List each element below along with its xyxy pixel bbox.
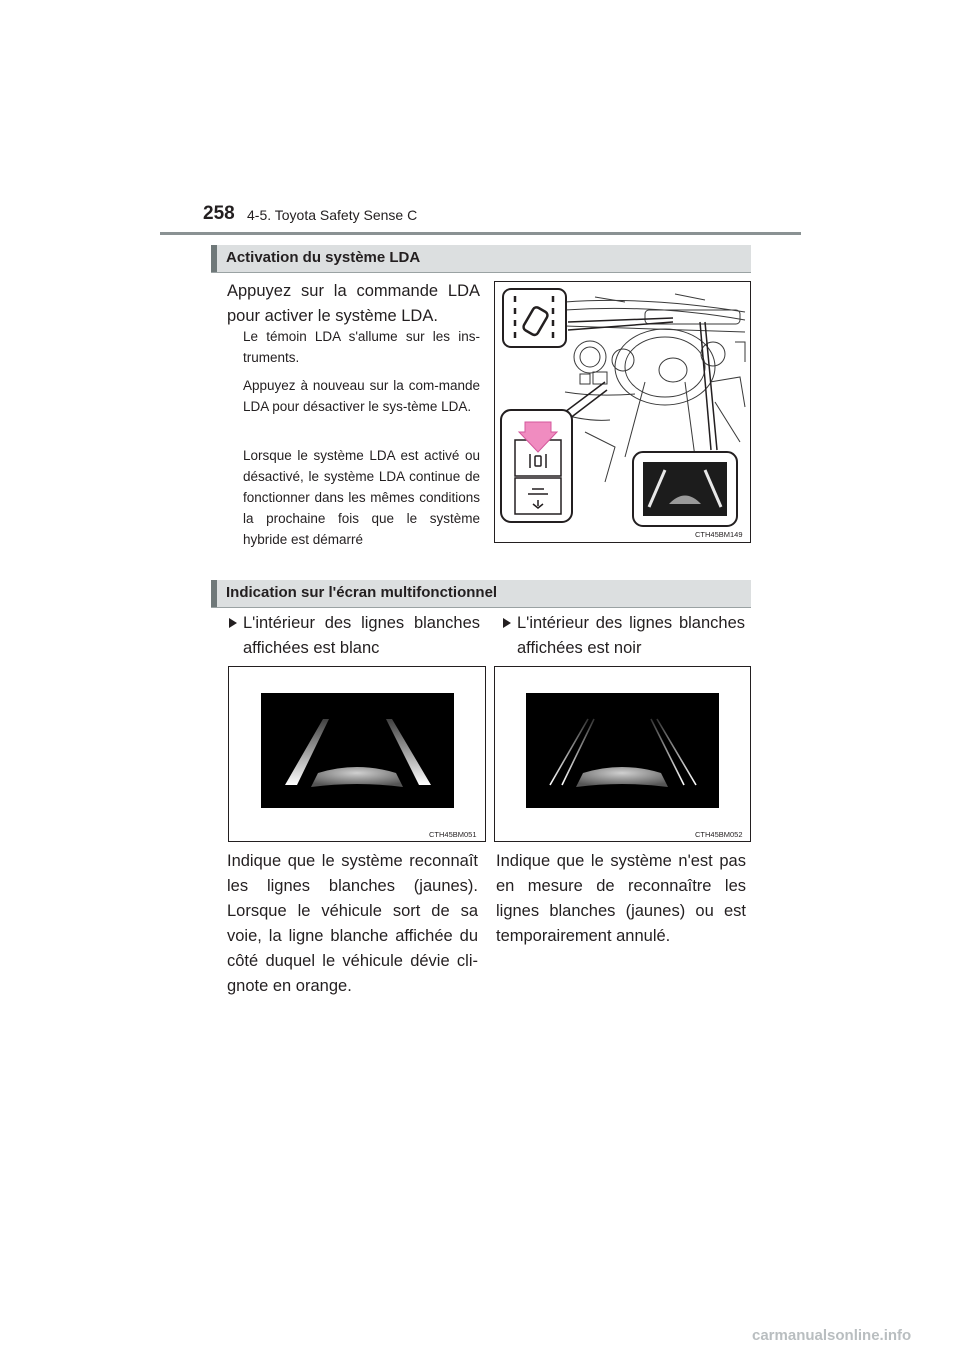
- note-1: Le témoin LDA s'allume sur les ins-truments.: [243, 329, 480, 365]
- display-black-lines-figure: [494, 666, 751, 842]
- section-marker: [211, 245, 217, 272]
- chapter-title: 4-5. Toyota Safety Sense C: [247, 207, 418, 223]
- section-title: Indication sur l'écran multifonctionnel: [226, 584, 498, 601]
- page-number: 258: [203, 203, 235, 224]
- figure-code: CTH45BM051: [429, 830, 477, 839]
- header-rule: [160, 232, 801, 235]
- dashboard-illustration: [495, 282, 750, 542]
- bullet-triangle-icon: [229, 618, 237, 628]
- figure-code: CTH45BM149: [695, 530, 743, 539]
- note-2: Appuyez à nouveau sur la com-mande LDA pour désactiver le sys-tème LDA.: [243, 378, 480, 414]
- dashboard-figure: [494, 281, 751, 543]
- section-heading-activation: [211, 245, 751, 273]
- section-title: Activation du système LDA: [226, 249, 421, 266]
- section-heading-indication: [211, 580, 751, 608]
- bullet-triangle-icon: [503, 618, 511, 628]
- bullet-text: L'intérieur des lignes blanches affichées est noir: [517, 614, 745, 657]
- note-3: Lorsque le système LDA est activé ou désactivé, le système LDA continue de fonctionner dans les mêmes conditions la prochaine fois que le système hybride est démarré: [243, 448, 480, 547]
- description-white-lines: Indique que le système reconnaît les lignes blanches (jaunes). Lorsque le véhicule sort de sa voie, la ligne blanche affichée du côté duquel le véhicule dévie cli-gnote en orange.: [227, 852, 478, 995]
- description-black-lines: Indique que le système n'est pas en mesure de reconnaître les lignes blanches (jaunes) ou est temporairement annulé.: [496, 852, 746, 945]
- watermark: carmanualsonline.info: [752, 1327, 912, 1344]
- display-white-lines-figure: [228, 666, 486, 842]
- bullet-black-lines: [517, 611, 745, 661]
- activation-instruction: Appuyez sur la commande LDA pour activer le système LDA.: [227, 282, 480, 325]
- display-white-lines: [261, 693, 454, 808]
- display-black-lines: [526, 693, 719, 808]
- figure-code: CTH45BM052: [695, 830, 743, 839]
- bullet-text: L'intérieur des lignes blanches affichées est blanc: [243, 614, 480, 657]
- bullet-white-lines: [243, 611, 480, 661]
- section-marker: [211, 580, 217, 607]
